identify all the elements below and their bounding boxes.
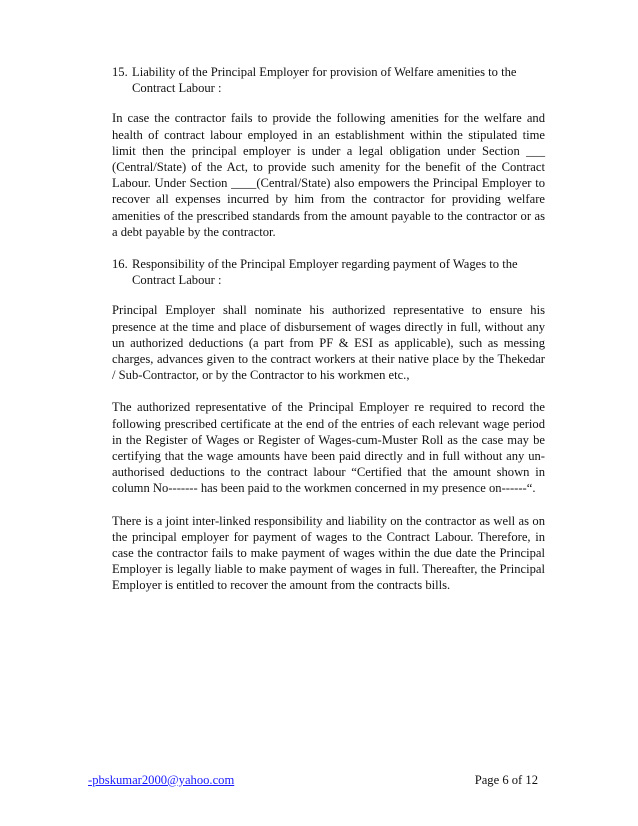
page-body bbox=[112, 64, 545, 610]
section-15-paragraph-1: In case the contractor fails to provide the following amenities for the welfare and health of contract labour employed in an establishment within the stipulated time limit then the principal employer is under a legal obligation under Section ___ (Central/State) of the Act, to provide such amenity for the benefit of the Contract Labour. Under Section ____(Central/State) also empowers the Principal Employer to recover all expenses incurred by him from the contractor for providing welfare amenities of the prescribed standards from the amount payable to the contractor or as a debt payable by the contractor. bbox=[112, 111, 545, 239]
section-15-title: Liability of the Principal Employer for provision of Welfare amenities to the Contract Labour : bbox=[132, 65, 517, 96]
footer-email-link[interactable]: -pbskumar2000@yahoo.com bbox=[88, 773, 235, 787]
page-number: Page 6 of 12 bbox=[474, 773, 538, 787]
section-16-paragraph-1: Principal Employer shall nominate his authorized representative to ensure his presence at the time and place of disbursement of wages directly in full, without any un authorized deductions (a part from PF & ESI as applicable), such as messing charges, advances given to the contract workers at their native place by the Thekedar / Sub-Contractor, or by the Contractor to his workmen etc., bbox=[112, 303, 545, 383]
section-16-heading bbox=[112, 256, 545, 288]
section-15-number: 15. bbox=[112, 65, 128, 79]
section-16-paragraph-3: There is a joint inter-linked responsibility and liability on the contractor as well as on the principal employer for payment of wages to the Contract Labour. Therefore, in case the contractor fails to make payment of wages within the due date the Principal Employer is legally liable to make payment of wages in full. Thereafter, the Principal Employer is entitled to recover the amount from the contracts bills. bbox=[112, 513, 545, 593]
section-16-paragraph-2: The authorized representative of the Principal Employer re required to record the following prescribed certificate at the end of the entries of each relevant wage period in the Register of Wages or Register of Wages-cum-Muster Roll as the case may be certifying that the wage amounts have been paid directly and in full without any un-authorised deductions to the contract labour “Certified that the amount shown in column No------- has been paid to the workmen concerned in my presence on------“. bbox=[112, 400, 545, 496]
section-16-title: Responsibility of the Principal Employer regarding payment of Wages to the Contract Labour : bbox=[132, 257, 518, 288]
section-16-number: 16. bbox=[112, 257, 128, 272]
section-15-heading bbox=[112, 64, 545, 96]
